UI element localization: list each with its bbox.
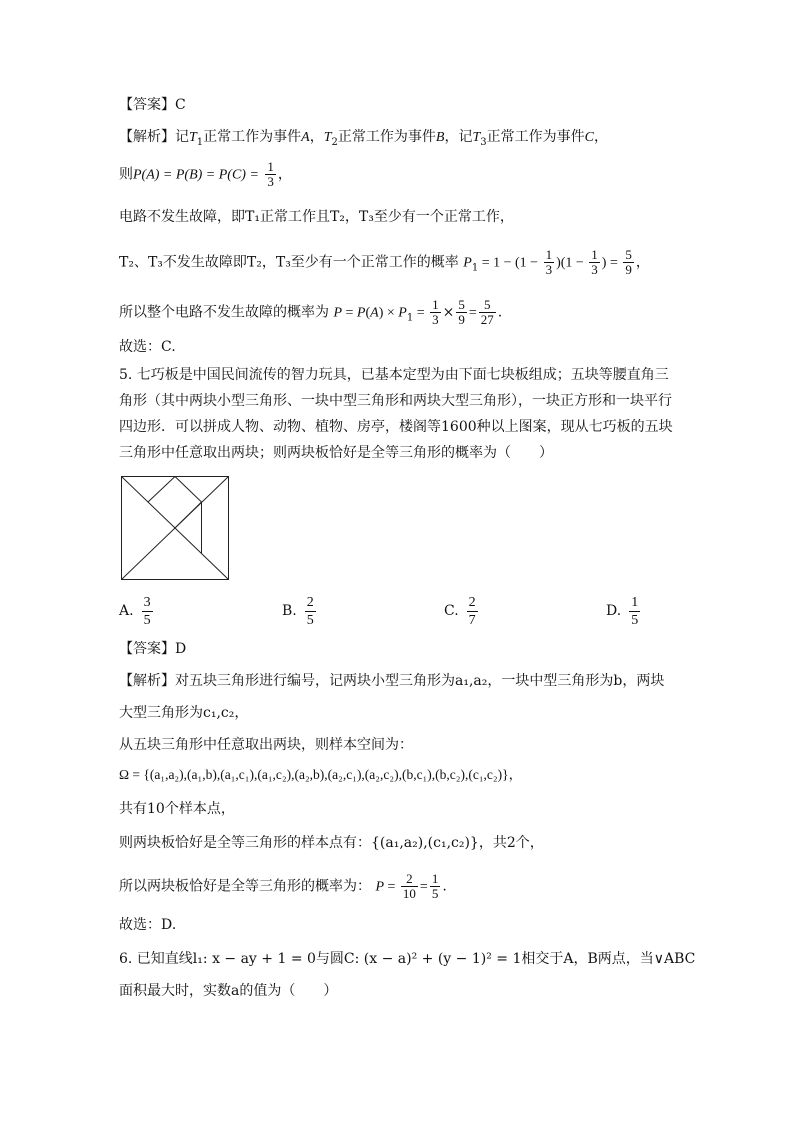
option-label: B. (282, 603, 297, 619)
q4-analysis-line3: 电路不发生故障，即T₁正常工作且T₂，T₃至少有一个正常工作， (119, 209, 514, 225)
frac-den: 3 (267, 174, 274, 189)
q5-congruent-points: 则两块板恰好是全等三角形的样本点有：{(a₁,a₂),(c₁,c₂)}，共2个， (119, 835, 544, 851)
option-fraction (629, 594, 640, 629)
frac-den: 5 (143, 612, 151, 628)
q6-stem-line2: 面积最大时，实数a的值为（ ） (119, 983, 338, 999)
option-fraction (467, 594, 478, 629)
q4-answer: 【答案】C (119, 97, 186, 113)
q5-stem-line4: 三角形中任意取出两块；则两块板恰好是全等三角形的概率为（ ） (119, 445, 553, 461)
frac-num: 2 (468, 594, 476, 610)
q5-sample-space: Ω = {(a₁,a₂),(a₁,b),(a₁,c₁),(a₁,c₂),(a₂,b),(a₂,c₁),(a₂,c₂),(b,c₁),(b,c₂),(c₁,c₂)}， (119, 767, 523, 782)
text-segment: 所以整个电路不发生故障的概率为 (119, 304, 329, 321)
frac-den: 7 (468, 612, 476, 628)
option-d[interactable] (606, 590, 642, 632)
option-label: C. (444, 603, 459, 619)
tangram-edge (148, 477, 175, 503)
q5-stem-line3: 四边形．可以拼成人物、动物、植物、房亭，楼阁等1600种以上图案，现从七巧板的五块 (119, 419, 673, 435)
q5-analysis-line2: 大型三角形为c₁,c₂， (119, 705, 249, 721)
fraction: $\frac{1}{3}$ (545, 247, 553, 277)
frac-num: 3 (143, 594, 151, 610)
q5-stem-line1: 5. 七巧板是中国民间流传的智力玩具，已基本定型为由下面七块板组成；五块等腰直角三 (119, 367, 669, 383)
text-segment: 正常工作为事件 (486, 129, 585, 145)
text-segment: 则 (119, 166, 133, 183)
text-segment: T₂、T₃不发生故障即T₂，T₃至少有一个正常工作的概率 (119, 254, 459, 271)
text-segment: 正常工作为事件 (337, 129, 436, 145)
fraction: $\frac{1}{3}$ (591, 247, 598, 277)
fraction: $\frac{2}{10}$ (402, 871, 416, 901)
tangram-edge (175, 477, 202, 503)
analysis-lead: 【解析】记 (119, 129, 189, 145)
tangram-figure (121, 476, 229, 580)
q4-analysis-line5: 所以整个电路不发生故障的概率为 $P = P(A) \times P_1$ = $\frac{1}{3}$ × $\frac{5}{9}$ = $\frac{5}{27}$ . (119, 297, 503, 327)
q5-answer: 【答案】D (119, 641, 187, 657)
option-fraction (142, 594, 153, 629)
prob-equation: P(A) = P(B) = P(C) = (133, 167, 259, 183)
option-fraction (305, 594, 316, 629)
fraction: $\frac{1}{3}$ (432, 297, 439, 327)
q4-choose: 故选：C. (119, 339, 176, 355)
option-label: D. (606, 603, 622, 619)
option-a[interactable] (119, 590, 155, 632)
text-segment: 所以两块板恰好是全等三角形的概率为： (119, 878, 371, 895)
fraction-one-third (265, 160, 276, 189)
q4-analysis-line2: 则P(A) = P(B) = P(C) = $\frac{1}{3}$ ， (119, 159, 292, 189)
fraction: $\frac{5}{9}$ (458, 297, 465, 327)
q4-analysis-line1: 【解析】记$T_1$正常工作为事件A，$T_2$正常工作为事件B，记$T_3$正常工作为事件C， (119, 129, 608, 148)
q5-probability: 所以两块板恰好是全等三角形的概率为： P = $\frac{2}{10}$ = $\frac{1}{5}$ . (119, 871, 447, 901)
q5-choose: 故选：D. (119, 917, 177, 933)
q5-count: 共有10个样本点， (119, 801, 235, 817)
q4-analysis-line4: T₂、T₃不发生故障即T₂，T₃至少有一个正常工作的概率 $P_1 = 1 - (1$ − $\frac{1}{3}$ )(1 − $\frac{1}{3}$ ) = $\frac{5}{9}$ ， (119, 247, 650, 277)
frac-den: 5 (306, 612, 314, 628)
q6-stem-line1: 6. 已知直线l₁: x − ay + 1 = 0与圆C: (x − a)² + (y − 1)² = 1相交于A，B两点，当∨ABC (119, 951, 696, 967)
option-c[interactable] (444, 590, 480, 632)
fraction: $\frac{5}{27}$ (480, 297, 494, 327)
frac-num: 1 (631, 594, 639, 610)
option-label: A. (119, 603, 134, 619)
fraction: $\frac{5}{9}$ (625, 247, 632, 277)
q5-analysis-line1: 【解析】对五块三角形进行编号，记两块小型三角形为a₁,a₂，一块中型三角形为b，两块 (119, 673, 665, 689)
fraction: $\frac{1}{5}$ (431, 871, 439, 901)
frac-num: 1 (267, 159, 274, 174)
frac-num: 2 (306, 594, 314, 610)
q5-analysis-line3: 从五块三角形中任意取出两块，则样本空间为： (119, 737, 413, 753)
option-b[interactable] (282, 590, 318, 632)
text-segment: 正常工作为事件 (203, 129, 302, 145)
q5-options (119, 590, 679, 632)
frac-den: 5 (631, 612, 639, 628)
q5-stem-line2: 角形（其中两块小型三角形、一块中型三角形和两块大型三角形），一块正方形和一块平行 (119, 393, 672, 409)
tangram-edge (175, 502, 202, 528)
